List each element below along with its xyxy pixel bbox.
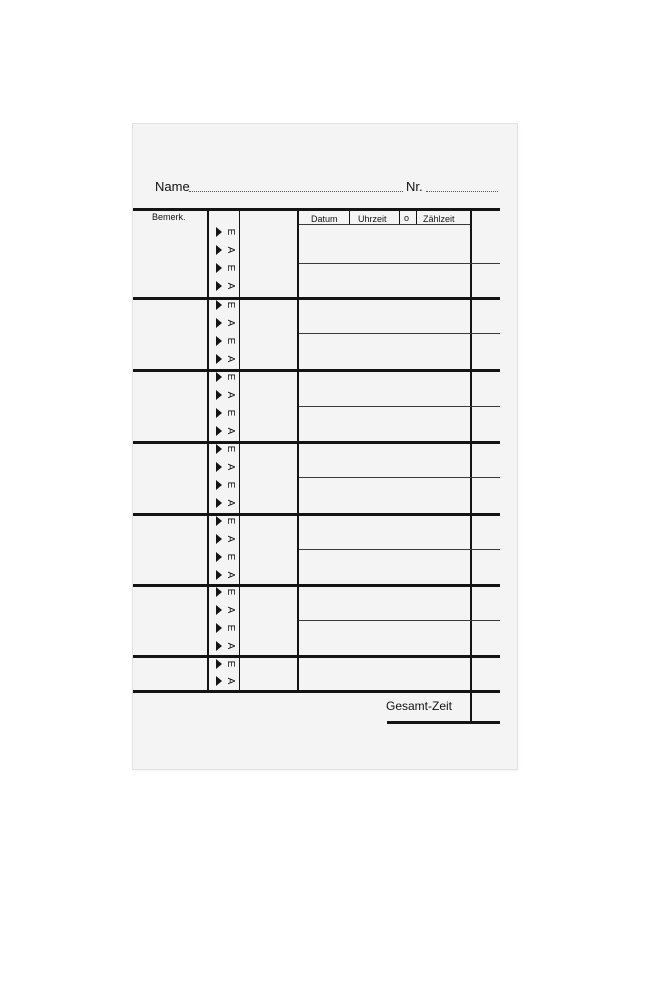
mid-rule xyxy=(299,406,500,407)
marker-letter: A xyxy=(225,282,236,290)
group-rule xyxy=(133,584,500,587)
marker-triangle xyxy=(216,676,222,686)
column-rule xyxy=(297,211,299,691)
group-rule xyxy=(133,369,500,372)
col-uhrzeit: Uhrzeit xyxy=(358,214,387,224)
marker-triangle xyxy=(216,498,222,508)
column-rule xyxy=(207,211,209,691)
mid-rule xyxy=(299,549,500,550)
marker-letter: E xyxy=(225,660,236,668)
nr-field-line xyxy=(426,191,498,192)
header-divider xyxy=(349,211,350,225)
header-bottom-rule xyxy=(298,224,471,225)
marker-letter: A xyxy=(225,606,236,614)
col-bemerk: Bemerk. xyxy=(152,212,186,222)
marker-triangle xyxy=(216,372,222,382)
marker-letter: A xyxy=(225,319,236,327)
marker-triangle xyxy=(216,552,222,562)
marker-triangle xyxy=(216,641,222,651)
marker-letter: A xyxy=(225,535,236,543)
marker-letter: E xyxy=(225,409,236,417)
marker-triangle xyxy=(216,462,222,472)
group-rule xyxy=(133,513,500,516)
header-top-rule xyxy=(133,208,500,211)
table-bottom-rule xyxy=(133,690,500,693)
marker-letter: E xyxy=(225,445,236,453)
marker-triangle xyxy=(216,516,222,526)
group-rule xyxy=(133,655,500,658)
col-datum: Datum xyxy=(311,214,338,224)
marker-triangle xyxy=(216,605,222,615)
marker-letter: A xyxy=(225,246,236,254)
marker-letter: E xyxy=(225,517,236,525)
marker-letter: E xyxy=(225,264,236,272)
marker-letter: E xyxy=(225,588,236,596)
mid-rule xyxy=(299,263,500,264)
marker-letter: E xyxy=(225,301,236,309)
group-rule xyxy=(133,441,500,444)
marker-triangle xyxy=(216,300,222,310)
marker-triangle xyxy=(216,408,222,418)
marker-letter: A xyxy=(225,571,236,579)
marker-triangle xyxy=(216,587,222,597)
name-field-line xyxy=(189,191,403,192)
marker-triangle xyxy=(216,281,222,291)
marker-letter: A xyxy=(225,677,236,685)
mid-rule xyxy=(299,620,500,621)
marker-triangle xyxy=(216,534,222,544)
marker-triangle xyxy=(216,263,222,273)
marker-letter: E xyxy=(225,337,236,345)
mid-rule xyxy=(299,477,500,478)
column-rule xyxy=(239,211,240,691)
name-label: Name xyxy=(155,179,190,194)
total-rule xyxy=(387,721,500,724)
marker-triangle xyxy=(216,659,222,669)
col-circle: o xyxy=(404,213,410,223)
marker-letter: A xyxy=(225,391,236,399)
time-card xyxy=(133,124,517,769)
marker-triangle xyxy=(216,245,222,255)
marker-triangle xyxy=(216,623,222,633)
marker-letter: A xyxy=(225,499,236,507)
total-label: Gesamt-Zeit xyxy=(386,699,453,713)
marker-letter: E xyxy=(225,481,236,489)
marker-triangle xyxy=(216,570,222,580)
marker-letter: A xyxy=(225,427,236,435)
marker-triangle xyxy=(216,354,222,364)
mid-rule xyxy=(299,333,500,334)
marker-triangle xyxy=(216,390,222,400)
marker-letter: E xyxy=(225,624,236,632)
col-zaehlzeit: Zählzeit xyxy=(423,214,455,224)
marker-letter: E xyxy=(225,553,236,561)
marker-triangle xyxy=(216,444,222,454)
marker-triangle xyxy=(216,318,222,328)
marker-letter: A xyxy=(225,642,236,650)
group-rule xyxy=(133,297,500,300)
marker-triangle xyxy=(216,336,222,346)
header-divider xyxy=(399,211,400,225)
marker-triangle xyxy=(216,227,222,237)
marker-letter: A xyxy=(225,463,236,471)
header-divider xyxy=(416,211,417,225)
marker-letter: A xyxy=(225,355,236,363)
marker-triangle xyxy=(216,426,222,436)
column-rule xyxy=(470,211,472,723)
marker-letter: E xyxy=(225,373,236,381)
marker-letter: E xyxy=(225,228,236,236)
marker-triangle xyxy=(216,480,222,490)
nr-label: Nr. xyxy=(406,179,423,194)
